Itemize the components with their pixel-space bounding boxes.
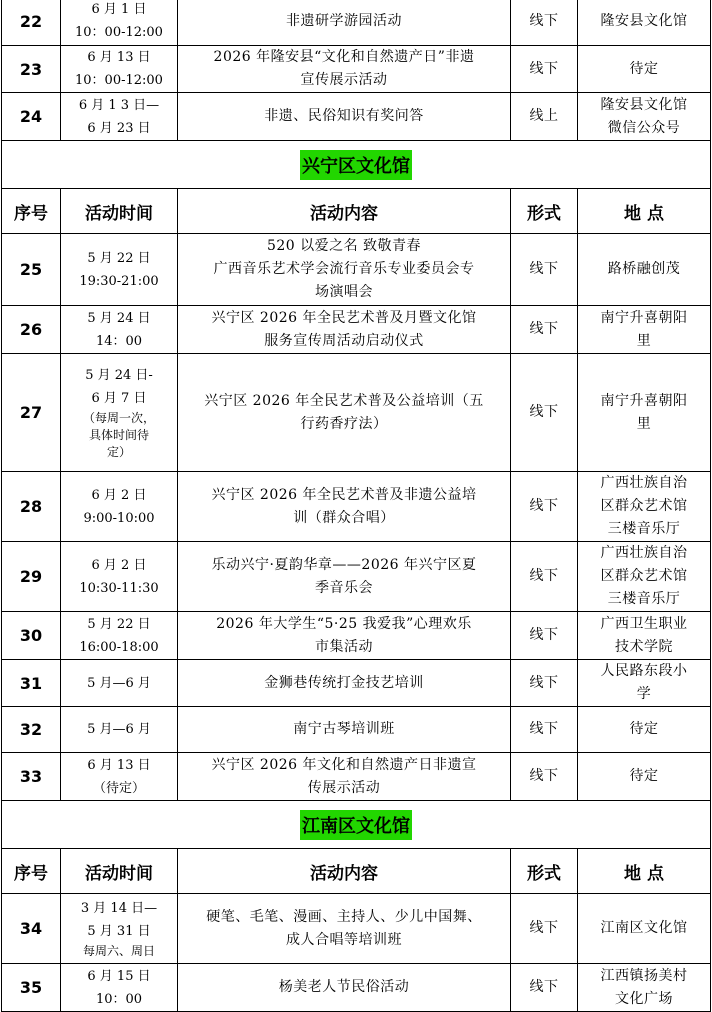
table-row	[2, 0, 711, 46]
row-number: 31	[2, 660, 61, 707]
table-row	[2, 612, 711, 660]
section-title-cell	[2, 141, 711, 189]
activity-place-line: 待定	[629, 768, 659, 784]
activity-place	[578, 306, 711, 354]
activity-place-line: 南宁升喜朝阳	[600, 309, 688, 326]
row-number: 24	[2, 93, 61, 141]
activity-content-line: 硬笔、毛笔、漫画、主持人、少儿中国舞、	[206, 908, 482, 925]
table-row	[2, 306, 711, 354]
activity-content-line: 兴宁区 2026 年文化和自然遗产日非遗宣	[211, 756, 477, 773]
table-row	[2, 753, 711, 801]
activity-time	[61, 472, 178, 542]
activity-place	[578, 894, 711, 964]
activity-time-line: 10：00-12:00	[75, 25, 163, 40]
activity-content-line: 2026 年隆安县“文化和自然遗产日”非遗	[213, 49, 475, 65]
activity-time	[61, 964, 178, 1012]
activity-place	[578, 46, 711, 93]
header-no: 序号	[2, 189, 61, 234]
row-number: 23	[2, 46, 61, 93]
activity-content	[178, 964, 511, 1012]
table-row	[2, 354, 711, 472]
activity-form: 线下	[511, 46, 578, 93]
activity-place-line: 隆安县文化馆	[600, 96, 688, 113]
activity-place-line: 广西壮族自治	[600, 475, 688, 491]
activity-time-line: 5 月—6 月	[87, 722, 151, 737]
activity-form: 线下	[511, 542, 578, 612]
header-content: 活动内容	[178, 189, 511, 234]
activity-content-line: 季音乐会	[315, 579, 373, 596]
table-row	[2, 93, 711, 141]
activity-form: 线下	[511, 964, 578, 1012]
activity-time-line: 5 月 24 日	[87, 310, 151, 326]
activity-place-line: 广西卫生职业	[600, 615, 688, 632]
activity-content	[178, 93, 511, 141]
activity-time	[61, 660, 178, 707]
activity-content	[178, 542, 511, 612]
activity-content-line: 杨美老人节民俗活动	[278, 979, 410, 995]
activity-time-note-line: 每周六、周日	[82, 944, 155, 958]
activity-form: 线下	[511, 306, 578, 354]
activity-time	[61, 93, 178, 141]
activity-place	[578, 660, 711, 707]
header-row	[2, 849, 711, 894]
activity-content	[178, 234, 511, 306]
activity-content-line: 兴宁区 2026 年全民艺术普及非遗公益培	[211, 486, 477, 503]
table-row	[2, 894, 711, 964]
activity-time-line: 6 月 1 日	[91, 2, 147, 17]
activity-content-line: 南宁古琴培训班	[293, 721, 395, 737]
activity-schedule-table	[1, 0, 711, 1012]
activity-content-line: 市集活动	[315, 638, 373, 655]
activity-content	[178, 306, 511, 354]
table-row	[2, 660, 711, 707]
table-body	[2, 0, 711, 1012]
activity-time-line: 5 月 22 日	[87, 250, 151, 266]
activity-content-line: 兴宁区 2026 年全民艺术普及公益培训（五	[204, 392, 484, 409]
row-number: 22	[2, 0, 61, 46]
activity-place	[578, 234, 711, 306]
activity-place-line: 里	[636, 415, 652, 432]
activity-form: 线下	[511, 0, 578, 46]
activity-content-line: 传展示活动	[307, 779, 381, 796]
activity-time-line: 5 月 22 日	[87, 616, 151, 632]
activity-content-line: 广西音乐艺术学会流行音乐专业委员会专	[213, 261, 475, 277]
activity-content-line: 非遗研学游园活动	[286, 12, 402, 29]
activity-form: 线下	[511, 472, 578, 542]
activity-time-note-line: （每周一次，	[82, 411, 155, 425]
activity-place-line: 区群众艺术馆	[600, 568, 688, 584]
activity-time	[61, 354, 178, 472]
header-form: 形式	[511, 849, 578, 894]
activity-place-line: 广西壮族自治	[600, 545, 688, 561]
activity-time	[61, 707, 178, 753]
activity-place-line: 待定	[629, 721, 659, 737]
activity-content	[178, 354, 511, 472]
activity-place	[578, 0, 711, 46]
activity-time-line: 10：00-12:00	[75, 73, 163, 88]
activity-time-line: 6 月 7 日	[91, 391, 147, 406]
activity-content-line: 金狮巷传统打金技艺培训	[264, 674, 424, 691]
activity-content-line: 2026 年大学生“5·25 我爱我”心理欢乐	[216, 615, 472, 632]
row-number: 25	[2, 234, 61, 306]
activity-time-line: 16:00-18:00	[79, 639, 159, 655]
table-row	[2, 46, 711, 93]
activity-place	[578, 542, 711, 612]
activity-content-line: 宣传展示活动	[300, 72, 388, 88]
activity-content	[178, 46, 511, 93]
activity-place-line: 学	[636, 686, 652, 702]
row-number: 27	[2, 354, 61, 472]
activity-place-line: 隆安县文化馆	[600, 12, 688, 29]
row-number: 35	[2, 964, 61, 1012]
activity-place-line: 江南区文化馆	[600, 920, 688, 936]
section-title: 兴宁区文化馆	[300, 150, 412, 180]
row-number: 32	[2, 707, 61, 753]
table-row	[2, 472, 711, 542]
activity-place-line: 三楼音乐厅	[607, 521, 681, 537]
activity-content-line: 行药香疗法）	[300, 415, 388, 432]
activity-time-line: 14：00	[95, 333, 143, 349]
activity-content-line: 训（群众合唱）	[293, 509, 395, 526]
activity-time-line: 6 月 23 日	[87, 120, 151, 136]
activity-place	[578, 354, 711, 472]
activity-time-line: 5 月 24 日-	[85, 368, 153, 383]
activity-content	[178, 0, 511, 46]
activity-place	[578, 964, 711, 1012]
activity-content	[178, 472, 511, 542]
header-place: 地 点	[578, 849, 711, 894]
activity-place-line: 三楼音乐厅	[607, 591, 681, 607]
section-title: 江南区文化馆	[300, 810, 412, 840]
activity-place-line: 路桥融创茂	[607, 261, 681, 277]
activity-time-line: 5 月—6 月	[87, 675, 151, 691]
header-content: 活动内容	[178, 849, 511, 894]
table-row	[2, 542, 711, 612]
activity-place	[578, 93, 711, 141]
activity-content-line: 520 以爱之名 致敬青春	[266, 238, 422, 254]
header-no: 序号	[2, 849, 61, 894]
activity-time	[61, 234, 178, 306]
activity-place-line: 人民路东段小	[600, 663, 688, 679]
section-title-row	[2, 801, 711, 849]
activity-time-line: 6 月 2 日	[91, 557, 147, 573]
activity-form: 线下	[511, 354, 578, 472]
activity-time-line: 19:30-21:00	[79, 273, 159, 289]
activity-form: 线下	[511, 753, 578, 801]
activity-time-line: 6 月 15 日	[87, 968, 151, 984]
activity-time-line: 10：00	[95, 991, 143, 1007]
activity-content-line: 乐动兴宁·夏韵华章——2026 年兴宁区夏	[211, 556, 477, 573]
activity-time-line: 6 月 1 3 日—	[78, 97, 160, 113]
activity-place	[578, 472, 711, 542]
header-form: 形式	[511, 189, 578, 234]
row-number: 30	[2, 612, 61, 660]
row-number: 28	[2, 472, 61, 542]
table-row	[2, 234, 711, 306]
activity-place-line: 区群众艺术馆	[600, 498, 688, 514]
table-row	[2, 707, 711, 753]
activity-content-line: 场演唱会	[315, 284, 373, 300]
activity-place-line: 待定	[629, 60, 659, 77]
activity-time	[61, 306, 178, 354]
section-title-row	[2, 141, 711, 189]
activity-place	[578, 753, 711, 801]
activity-place-line: 南宁升喜朝阳	[600, 392, 688, 409]
activity-time	[61, 542, 178, 612]
activity-form: 线下	[511, 612, 578, 660]
activity-time	[61, 0, 178, 46]
activity-place-line: 江西镇扬美村	[600, 967, 688, 984]
activity-content	[178, 894, 511, 964]
activity-time-note-line: 具体时间待	[88, 428, 149, 442]
row-number: 33	[2, 753, 61, 801]
activity-content	[178, 612, 511, 660]
activity-place-line: 文化广场	[615, 990, 673, 1007]
activity-content	[178, 707, 511, 753]
row-number: 29	[2, 542, 61, 612]
row-number: 34	[2, 894, 61, 964]
activity-form: 线下	[511, 894, 578, 964]
activity-time	[61, 46, 178, 93]
activity-time-line: 3 月 14 日—	[80, 901, 158, 916]
activity-content-line: 兴宁区 2026 年全民艺术普及月暨文化馆	[211, 309, 477, 326]
activity-place	[578, 612, 711, 660]
header-row	[2, 189, 711, 234]
section-title-cell	[2, 801, 711, 849]
activity-form: 线下	[511, 707, 578, 753]
activity-content-line: 服务宣传周活动启动仪式	[264, 332, 424, 349]
header-time: 活动时间	[61, 189, 178, 234]
header-time: 活动时间	[61, 849, 178, 894]
row-number: 26	[2, 306, 61, 354]
activity-time	[61, 753, 178, 801]
activity-content	[178, 753, 511, 801]
activity-time	[61, 894, 178, 964]
activity-time-line: 10:30-11:30	[79, 580, 159, 596]
activity-time	[61, 612, 178, 660]
activity-form: 线下	[511, 234, 578, 306]
activity-form: 线下	[511, 660, 578, 707]
header-place: 地 点	[578, 189, 711, 234]
activity-place-line: 微信公众号	[607, 119, 681, 136]
activity-time-note-line: 定）	[106, 445, 131, 459]
activity-place-line: 里	[636, 332, 652, 349]
activity-place	[578, 707, 711, 753]
activity-place-line: 技术学院	[615, 638, 673, 655]
activity-form: 线上	[511, 93, 578, 141]
activity-content-line: 成人合唱等培训班	[286, 931, 402, 948]
activity-content	[178, 660, 511, 707]
activity-content-line: 非遗、民俗知识有奖问答	[264, 108, 424, 124]
activity-time-line: 5 月 31 日	[87, 924, 151, 939]
activity-time-line: （待定）	[92, 780, 145, 796]
activity-time-line: 9:00-10:00	[83, 510, 155, 526]
activity-time-line: 6 月 13 日	[87, 50, 151, 65]
activity-time-line: 6 月 13 日	[87, 757, 151, 773]
table-row	[2, 964, 711, 1012]
activity-time-line: 6 月 2 日	[91, 487, 147, 503]
